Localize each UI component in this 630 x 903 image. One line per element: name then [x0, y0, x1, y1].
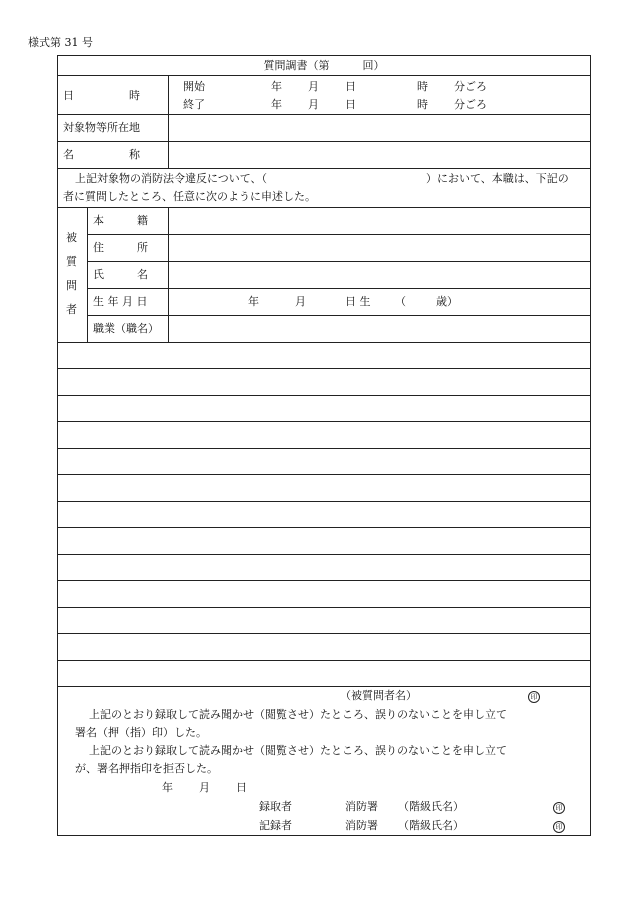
start-day: 日 [345, 80, 356, 93]
recorder1-role: 録取者 [259, 800, 292, 813]
rule [87, 288, 591, 289]
seal-icon: 印 [553, 802, 565, 814]
statement-line1-pre: 上記対象物の消防法令違反について、（ [75, 172, 268, 185]
rule [87, 234, 591, 235]
respondent-name-label: （被質問者名） [340, 689, 417, 702]
recorder1-rank: （階級氏名） [398, 800, 464, 813]
statement-line2: 者に質問したところ、任意に次のように申述した。 [63, 190, 316, 203]
end-minute: 分ごろ [454, 98, 487, 111]
recorder1-office: 消防署 [345, 800, 378, 813]
start-label: 開始 [183, 80, 205, 93]
seal-icon: 印 [528, 691, 540, 703]
column-divider [168, 75, 169, 168]
rule [57, 114, 591, 115]
para1-line2: 署名（押（指）印）した。 [75, 726, 207, 739]
birth-month: 月 [295, 295, 306, 308]
column-divider [87, 207, 88, 342]
seal-mark-respondent [528, 690, 540, 703]
field-honseki: 本 籍 [93, 214, 148, 227]
start-hour: 時 [417, 80, 428, 93]
rule [57, 342, 591, 343]
age-open: （ [395, 295, 406, 308]
field-name: 氏 名 [93, 268, 148, 281]
birth-day: 日 生 [345, 295, 371, 308]
location-label: 対象物等所在地 [63, 121, 140, 134]
rule [57, 207, 591, 208]
field-birthdate: 生 年 月 日 [93, 295, 148, 308]
form-title: 質問調書（第 回） [263, 59, 385, 72]
rule [57, 75, 591, 76]
respondent-group-char: 問 [66, 279, 77, 292]
name-label: 名 称 [63, 148, 140, 161]
respondent-group-char: 者 [66, 303, 77, 316]
form-number: 様式第 31 号 [28, 36, 93, 49]
blank-line [57, 633, 591, 634]
para2-line1: 上記のとおり録取して読み聞かせ（閲覧させ）たところ、誤りのないことを申し立て [89, 744, 507, 757]
rule [87, 315, 591, 316]
recorder2-office: 消防署 [345, 819, 378, 832]
blank-line [57, 527, 591, 528]
recorder2-rank: （階級氏名） [398, 819, 464, 832]
blank-line [57, 448, 591, 449]
column-divider [168, 207, 169, 342]
blank-line [57, 368, 591, 369]
footer-date-month: 月 [199, 781, 210, 794]
end-month: 月 [308, 98, 319, 111]
age-close: 歳） [436, 295, 458, 308]
field-occupation: 職業（職名） [93, 322, 159, 335]
end-hour: 時 [417, 98, 428, 111]
blank-line [57, 580, 591, 581]
blank-line [57, 607, 591, 608]
blank-line [57, 660, 591, 661]
seal-mark-recorder1 [553, 801, 565, 814]
blank-line [57, 395, 591, 396]
para1-line1: 上記のとおり録取して読み聞かせ（閲覧させ）たところ、誤りのないことを申し立て [89, 708, 507, 721]
respondent-group-char: 被 [66, 231, 77, 244]
blank-line [57, 686, 591, 687]
start-year: 年 [271, 80, 282, 93]
blank-line [57, 421, 591, 422]
para2-line2: が、署名押指印を拒否した。 [75, 762, 218, 775]
respondent-group-char: 質 [66, 255, 77, 268]
statement-line1-post: ）において、本職は、下記の [426, 172, 569, 185]
seal-icon: 印 [553, 821, 565, 833]
end-year: 年 [271, 98, 282, 111]
start-month: 月 [308, 80, 319, 93]
rule [57, 141, 591, 142]
end-day: 日 [345, 98, 356, 111]
rule [87, 261, 591, 262]
blank-line [57, 554, 591, 555]
field-address: 住 所 [93, 241, 148, 254]
blank-line [57, 474, 591, 475]
rule [57, 168, 591, 169]
datetime-label [63, 90, 161, 101]
end-label: 終了 [183, 98, 205, 111]
seal-mark-recorder2 [553, 820, 565, 833]
recorder2-role: 記録者 [259, 819, 292, 832]
start-minute: 分ごろ [454, 80, 487, 93]
birth-year: 年 [248, 295, 259, 308]
footer-date-year: 年 [162, 781, 173, 794]
footer-date-day: 日 [236, 781, 247, 794]
datetime-label-text: 日 時 [63, 89, 140, 102]
blank-line [57, 501, 591, 502]
